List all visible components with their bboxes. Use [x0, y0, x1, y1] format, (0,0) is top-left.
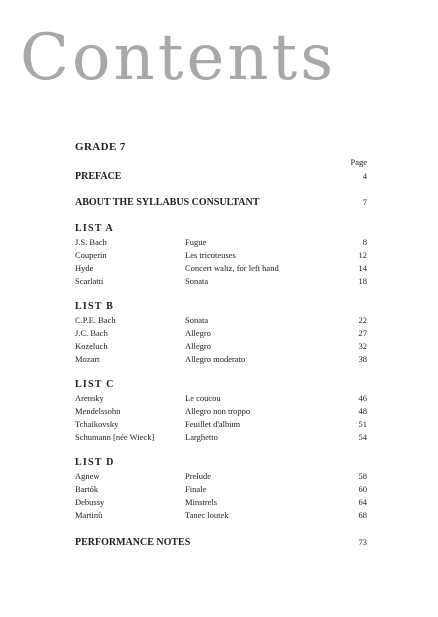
piece-title: Fugue [185, 237, 207, 247]
toc-page-number: 18 [358, 276, 367, 286]
list-item[interactable] [75, 236, 367, 249]
page-column-label: Page [350, 157, 367, 167]
list-item[interactable] [75, 483, 367, 496]
list-item[interactable] [75, 431, 367, 444]
toc-page-number: 4 [362, 171, 367, 181]
toc-list-b [75, 300, 367, 366]
piece-title: Allegro [185, 328, 211, 338]
toc-page-number: 73 [358, 537, 367, 547]
toc-page-number: 58 [358, 471, 367, 481]
list-item[interactable] [75, 392, 367, 405]
toc-page-number: 27 [358, 328, 367, 338]
piece-title: Le coucou [185, 393, 221, 403]
list-item[interactable] [75, 405, 367, 418]
list-item[interactable] [75, 470, 367, 483]
composer-name: Scarlatti [75, 276, 104, 286]
toc-page-number: 32 [358, 341, 367, 351]
piece-title: Les tricoteuses [185, 250, 236, 260]
list-item[interactable] [75, 353, 367, 366]
piece-title: Sonata [185, 315, 209, 325]
piece-title: Minstrels [185, 497, 218, 507]
list-heading: LIST B [75, 301, 114, 312]
composer-name: Hyde [75, 263, 94, 273]
toc-entry-label: PREFACE [75, 171, 122, 182]
page-title: Contents [20, 21, 337, 95]
composer-name: Tchaikovsky [75, 419, 119, 429]
composer-name: Mendelssohn [75, 406, 121, 416]
table-of-contents [75, 140, 367, 550]
list-heading: LIST D [75, 457, 115, 468]
toc-page-number: 12 [358, 250, 367, 260]
piece-title: Tanec loutek [185, 510, 229, 520]
toc-page-number: 22 [358, 315, 367, 325]
list-item[interactable] [75, 509, 367, 522]
list-heading: LIST A [75, 223, 114, 234]
composer-name: J.C. Bach [75, 328, 108, 338]
toc-entry-label: ABOUT THE SYLLABUS CONSULTANT [75, 197, 260, 208]
piece-title: Concert waltz, for left hand [185, 263, 279, 273]
composer-name: Martinů [75, 510, 103, 520]
composer-name: C.P.E. Bach [75, 315, 116, 325]
piece-title: Feuillet d'album [185, 419, 241, 429]
piece-title: Allegro [185, 341, 211, 351]
toc-entry-label: PERFORMANCE NOTES [75, 537, 191, 548]
toc-list-a [75, 222, 367, 288]
composer-name: Arensky [75, 393, 104, 403]
toc-page-number: 54 [358, 432, 367, 442]
list-heading: LIST C [75, 379, 115, 390]
toc-page-number: 51 [358, 419, 367, 429]
toc-entry-performance-notes[interactable] [75, 534, 367, 550]
composer-name: Agnew [75, 471, 100, 481]
grade-heading: GRADE 7 [75, 141, 126, 153]
toc-entry-preface[interactable] [75, 168, 367, 184]
composer-name: Couperin [75, 250, 107, 260]
composer-name: J.S. Bach [75, 237, 107, 247]
toc-page-number: 8 [362, 237, 367, 247]
composer-name: Schumann [née Wieck] [75, 432, 155, 442]
list-item[interactable] [75, 340, 367, 353]
toc-page-number: 60 [358, 484, 367, 494]
list-item[interactable] [75, 496, 367, 509]
list-item[interactable] [75, 314, 367, 327]
piece-title: Larghetto [185, 432, 218, 442]
toc-page-number: 7 [362, 197, 367, 207]
list-item[interactable] [75, 418, 367, 431]
list-item[interactable] [75, 249, 367, 262]
toc-page-number: 38 [358, 354, 367, 364]
toc-page-number: 68 [358, 510, 367, 520]
composer-name: Kozeluch [75, 341, 108, 351]
toc-list-d [75, 456, 367, 522]
composer-name: Debussy [75, 497, 105, 507]
list-item[interactable] [75, 275, 367, 288]
piece-title: Sonata [185, 276, 209, 286]
toc-page-number: 64 [358, 497, 367, 507]
list-item[interactable] [75, 262, 367, 275]
toc-page-number: 46 [358, 393, 367, 403]
piece-title: Prelude [185, 471, 211, 481]
toc-entry-about[interactable] [75, 194, 367, 210]
list-item[interactable] [75, 327, 367, 340]
piece-title: Allegro non troppo [185, 406, 251, 416]
composer-name: Mozart [75, 354, 100, 364]
composer-name: Bartók [75, 484, 99, 494]
piece-title: Finale [185, 484, 207, 494]
toc-page-number: 14 [358, 263, 367, 273]
piece-title: Allegro moderato [185, 354, 246, 364]
toc-list-c [75, 378, 367, 444]
toc-page-number: 48 [358, 406, 367, 416]
